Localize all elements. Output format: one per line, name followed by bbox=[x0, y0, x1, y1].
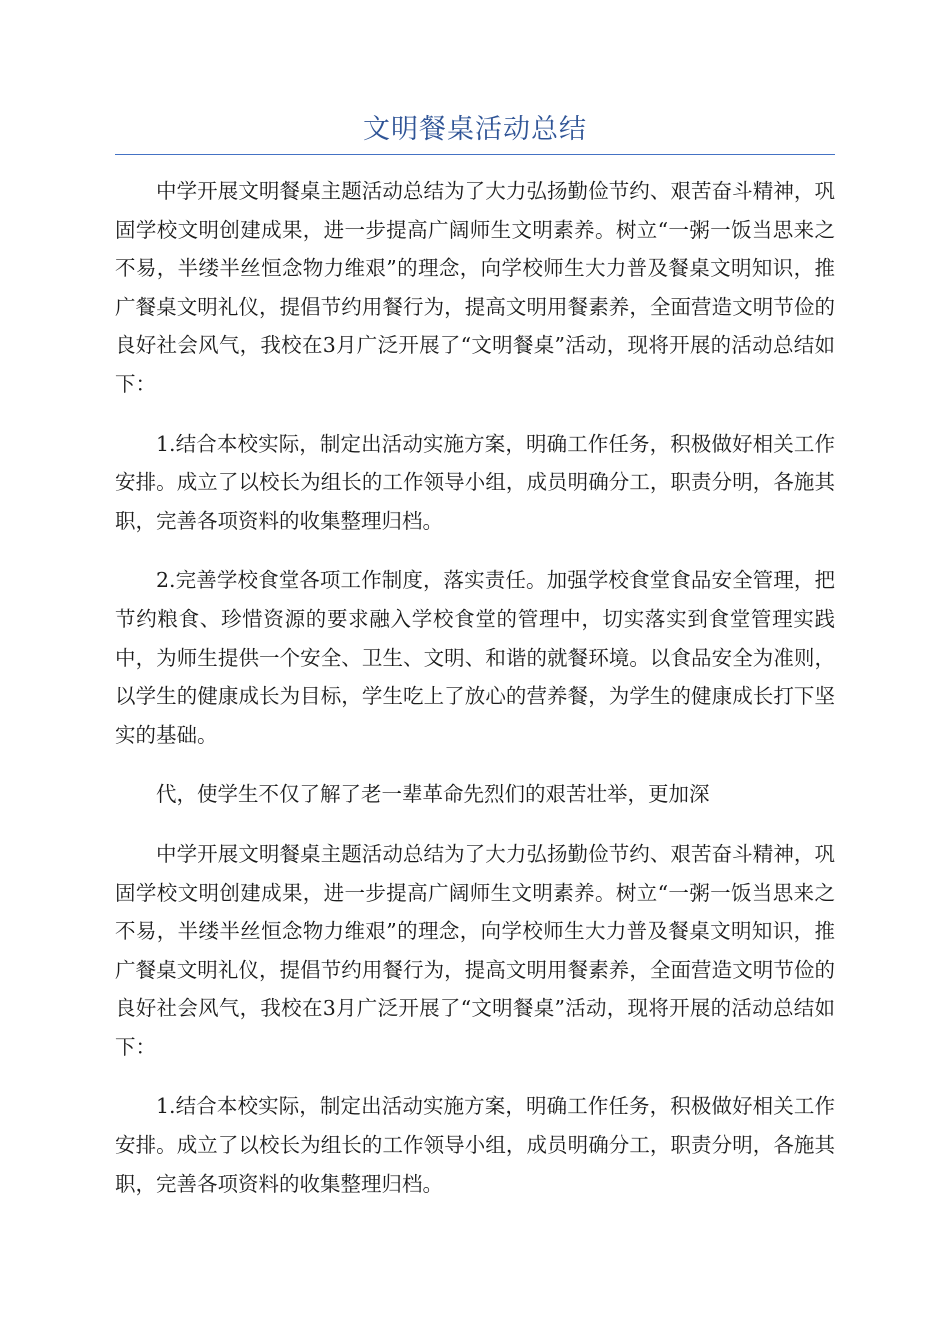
title-underline bbox=[115, 154, 835, 155]
document-body bbox=[115, 172, 835, 1224]
body-paragraph: 代，使学生不仅了解了老一辈革命先烈们的艰苦壮举，更加深 bbox=[156, 782, 710, 807]
document-title: 文明餐桌活动总结 bbox=[363, 114, 587, 145]
body-paragraph: 1.结合本校实际，制定出活动实施方案，明确工作任务，积极做好相关工作安排。成立了以校长为组长的工作领导小组，成员明确分工，职责分明，各施其职，完善各项资料的收集整理归档。 bbox=[115, 431, 835, 533]
body-paragraph: 中学开展文明餐桌主题活动总结为了大力弘扬勤俭节约、艰苦奋斗精神，巩固学校文明创建成果，进一步提高广阔师生文明素养。树立“一粥一饭当思来之不易，半缕半丝恒念物力维艰”的理念，向学校师生大力普及餐桌文明知识，推广餐桌文明礼仪，提倡节约用餐行为，提高文明用餐素养，全面营造文明节俭的良好社会风气，我校在3月广泛开展了“文明餐桌”活动，现将开展的活动总结如下： bbox=[115, 179, 835, 396]
body-paragraph: 中学开展文明餐桌主题活动总结为了大力弘扬勤俭节约、艰苦奋斗精神，巩固学校文明创建成果，进一步提高广阔师生文明素养。树立“一粥一饭当思来之不易，半缕半丝恒念物力维艰”的理念，向学校师生大力普及餐桌文明知识，推广餐桌文明礼仪，提倡节约用餐行为，提高文明用餐素养，全面营造文明节俭的良好社会风气，我校在3月广泛开展了“文明餐桌”活动，现将开展的活动总结如下： bbox=[115, 841, 835, 1059]
body-paragraph: 2.完善学校食堂各项工作制度，落实责任。加强学校食堂食品安全管理，把节约粮食、珍惜资源的要求融入学校食堂的管理中，切实落实到食堂管理实践中，为师生提供一个安全、卫生、文明、和谐的就餐环境。以食品安全为准则，以学生的健康成长为目标，学生吃上了放心的营养餐，为学生的健康成长打下坚实的基础。 bbox=[115, 568, 835, 747]
body-paragraph: 1.结合本校实际，制定出活动实施方案，明确工作任务，积极做好相关工作安排。成立了以校长为组长的工作领导小组，成员明确分工，职责分明，各施其职，完善各项资料的收集整理归档。 bbox=[115, 1094, 835, 1196]
